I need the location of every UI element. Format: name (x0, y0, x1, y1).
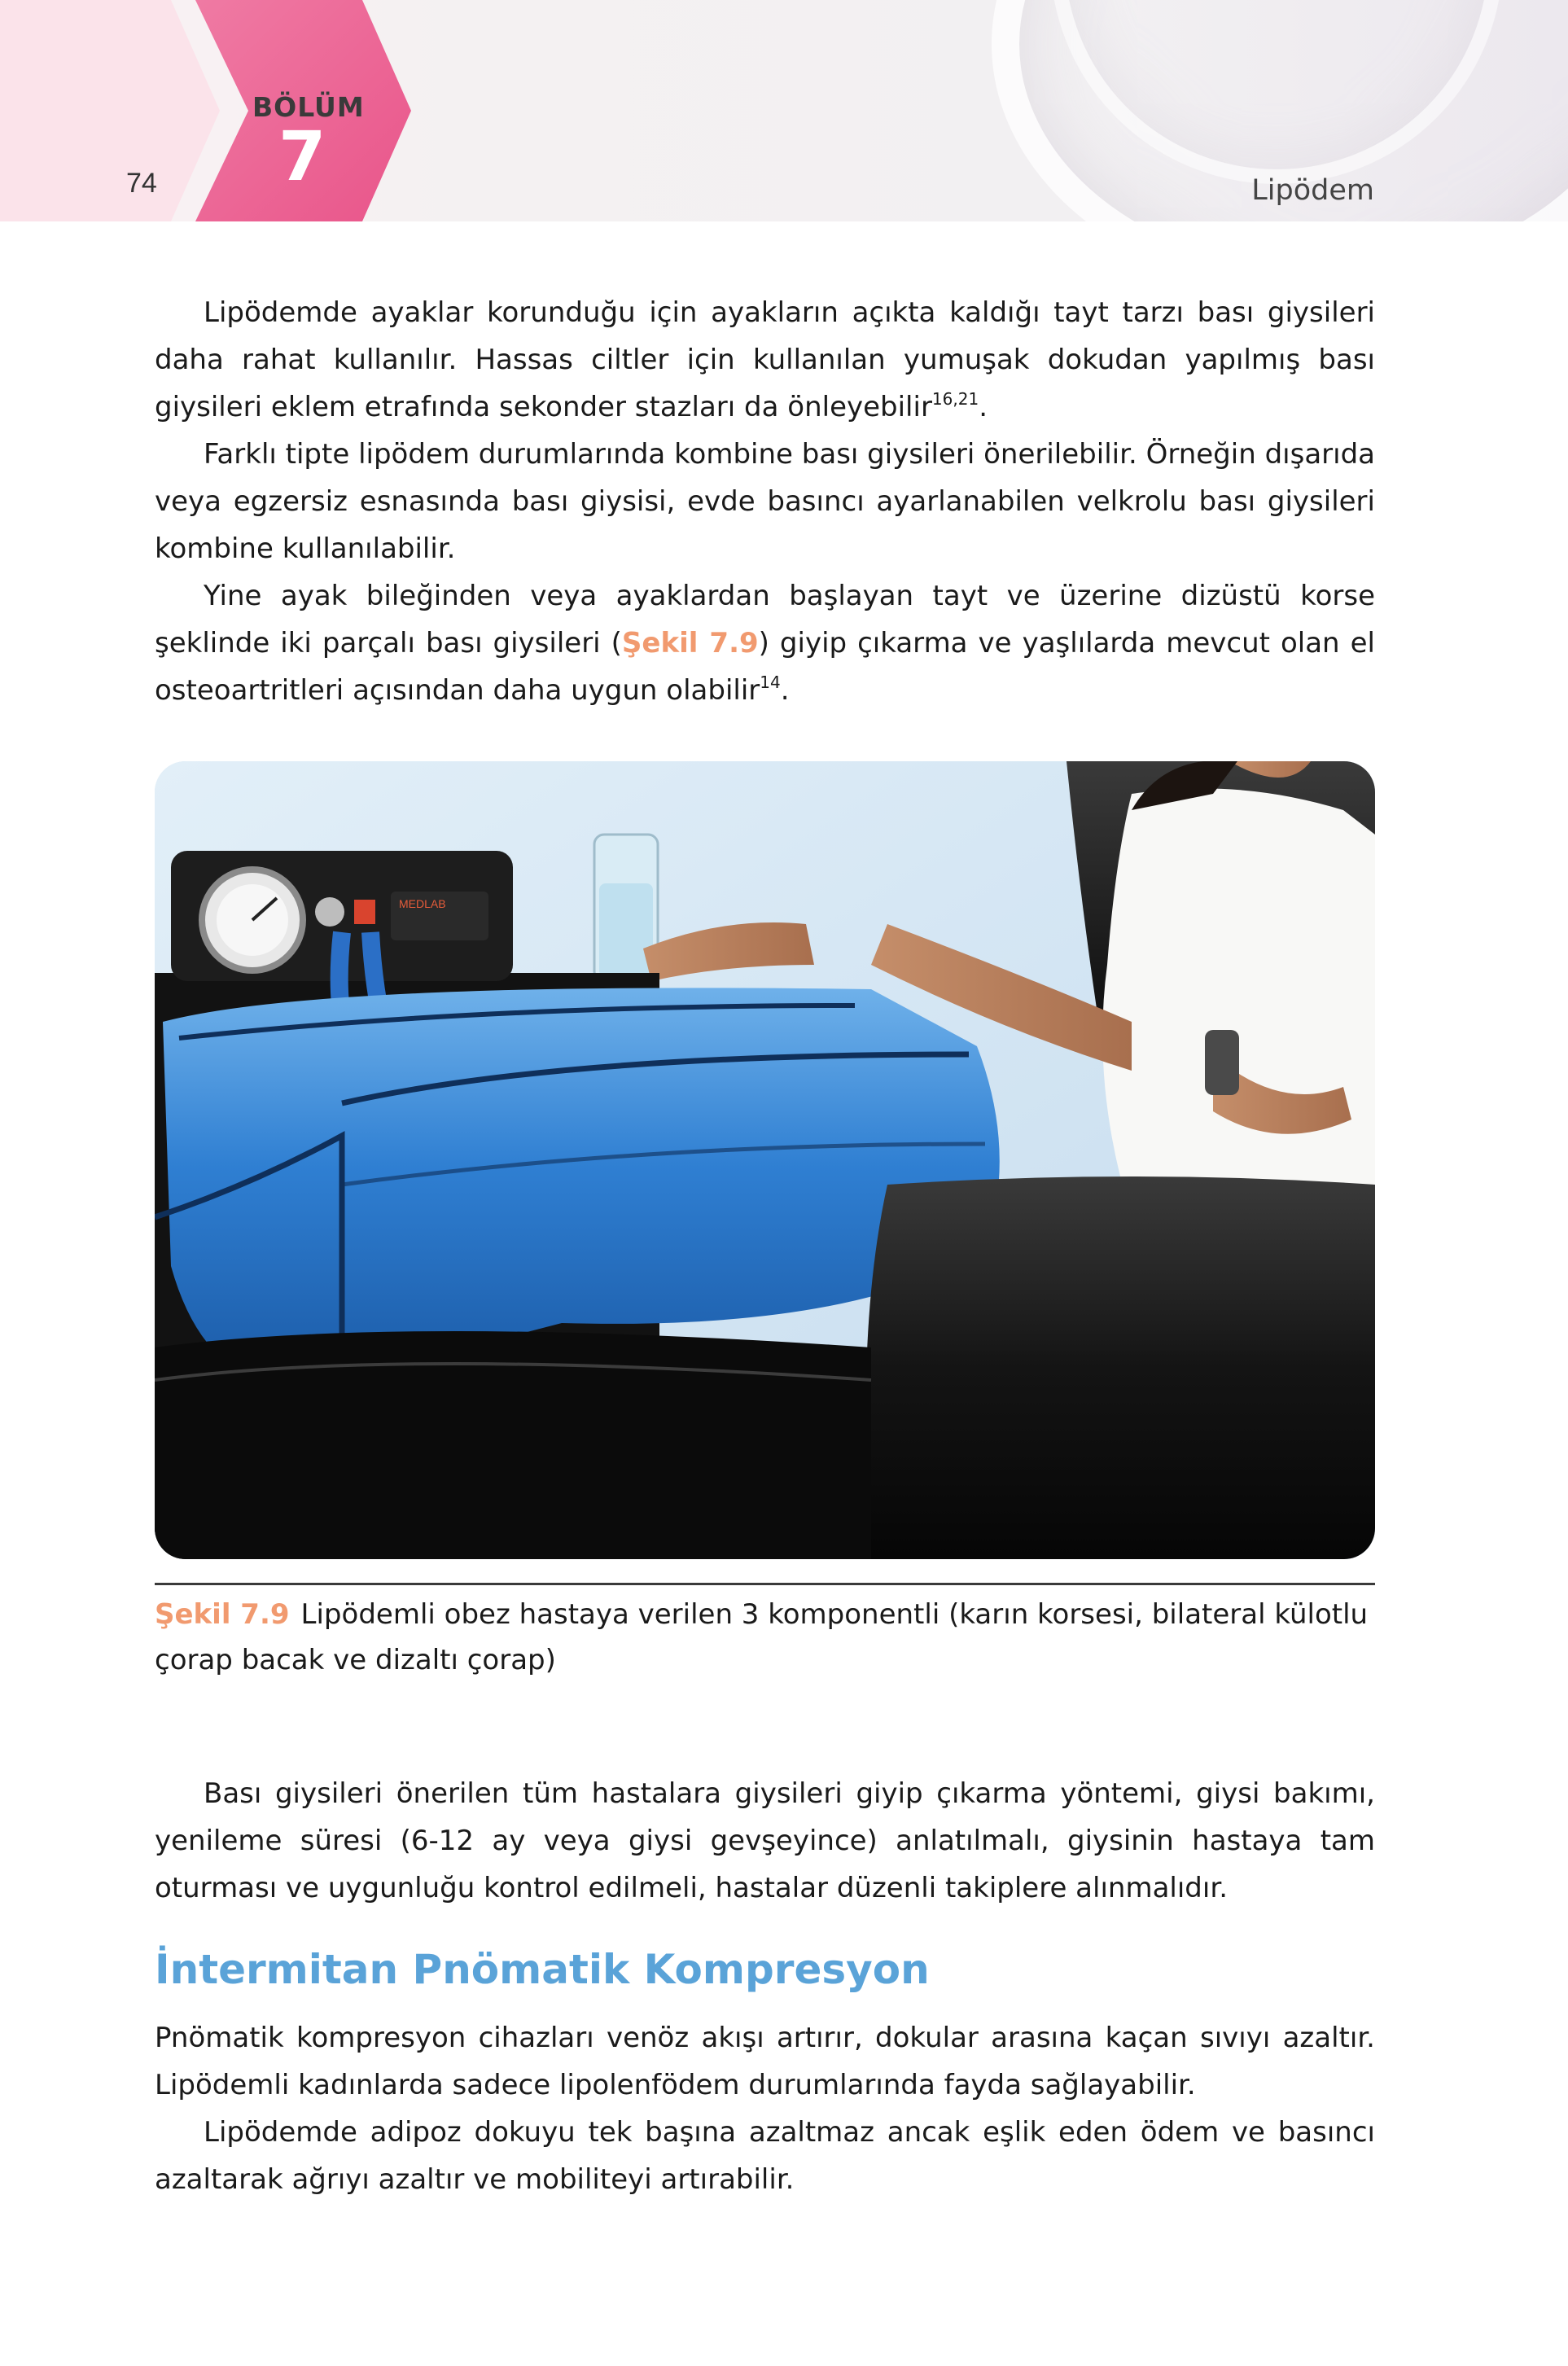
running-title: Lipödem (1251, 174, 1374, 207)
body-text-top (155, 289, 1375, 714)
citation: 14 (760, 673, 781, 692)
device-brand: MEDLAB (399, 897, 446, 910)
caption-divider (155, 1583, 1375, 1585)
figure-caption (155, 1592, 1375, 1683)
chapter-number: 7 (278, 116, 326, 196)
paragraph-3: Yine ayak bileğinden veya ayaklardan başlayan tayt ve üzerine dizüstü korse şeklinde iki parçalı bası giysileri (Şekil 7.9) giyip çıkarma ve yaşlılarda mevcut olan el osteoartritleri açısından daha uygun olabilir$^{14}$. (155, 580, 1375, 707)
paragraph-1: Lipödemde ayaklar korunduğu için ayakların açıkta kaldığı tayt tarzı bası giysileri daha rahat kullanılır. Hassas ciltler için kullanılan yumuşak dokudan yapılmış bası giysileri eklem etrafında sekonder stazları da önleyebilir$^{16,21}$. (155, 296, 1375, 423)
figure-photo (155, 761, 1375, 1559)
citation: 16,21 (931, 389, 979, 409)
paragraph-4: Bası giysileri önerilen tüm hastalara giysileri giyip çıkarma yöntemi, giysi bakımı, yenileme süresi (6-12 ay veya giysi gevşeyince) anlatılmalı, giysinin hastaya tam oturması ve uygunluğu kontrol edilmeli, hastalar düzenli takiplere alınmalıdır. (155, 1777, 1375, 1904)
body-text-middle (155, 1770, 1375, 1912)
chapter-word: BÖLÜM (252, 91, 365, 123)
paragraph-5: Pnömatik kompresyon cihazları venöz akışı artırır, dokular arasına kaçan sıvıyı azaltır. Lipödemli kadınlarda sadece lipolenfödem durumlarında fayda sağlayabilir. (155, 2022, 1375, 2101)
pneumatic-compression-photo (155, 761, 1375, 1559)
figure-reference-link[interactable]: Şekil 7.9 (621, 627, 759, 659)
page-number: 74 (126, 168, 157, 199)
page-header (0, 0, 1568, 221)
paragraph-2: Farklı tipte lipödem durumlarında kombine bası giysileri önerilebilir. Örneğin dışarıda veya egzersiz esnasında bası giysisi, evde basıncı ayarlanabilen velkrolu bası giysileri kombine kullanılabilir. (155, 438, 1375, 565)
caption-text: Lipödemli obez hastaya verilen 3 komponentli (karın korsesi, bilateral külotlu çorap bacak ve dizaltı çorap) (155, 1598, 1369, 1676)
paragraph-6: Lipödemde adipoz dokuyu tek başına azaltmaz ancak eşlik eden ödem ve basıncı azaltarak ağrıyı azaltır ve mobiliteyi artırabilir. (155, 2116, 1375, 2196)
figure-label: Şekil 7.9 (155, 1598, 290, 1631)
section-heading: İntermitan Pnömatik Kompresyon (155, 1946, 930, 1993)
body-text-bottom (155, 2014, 1375, 2203)
page-number-tab (0, 0, 220, 221)
